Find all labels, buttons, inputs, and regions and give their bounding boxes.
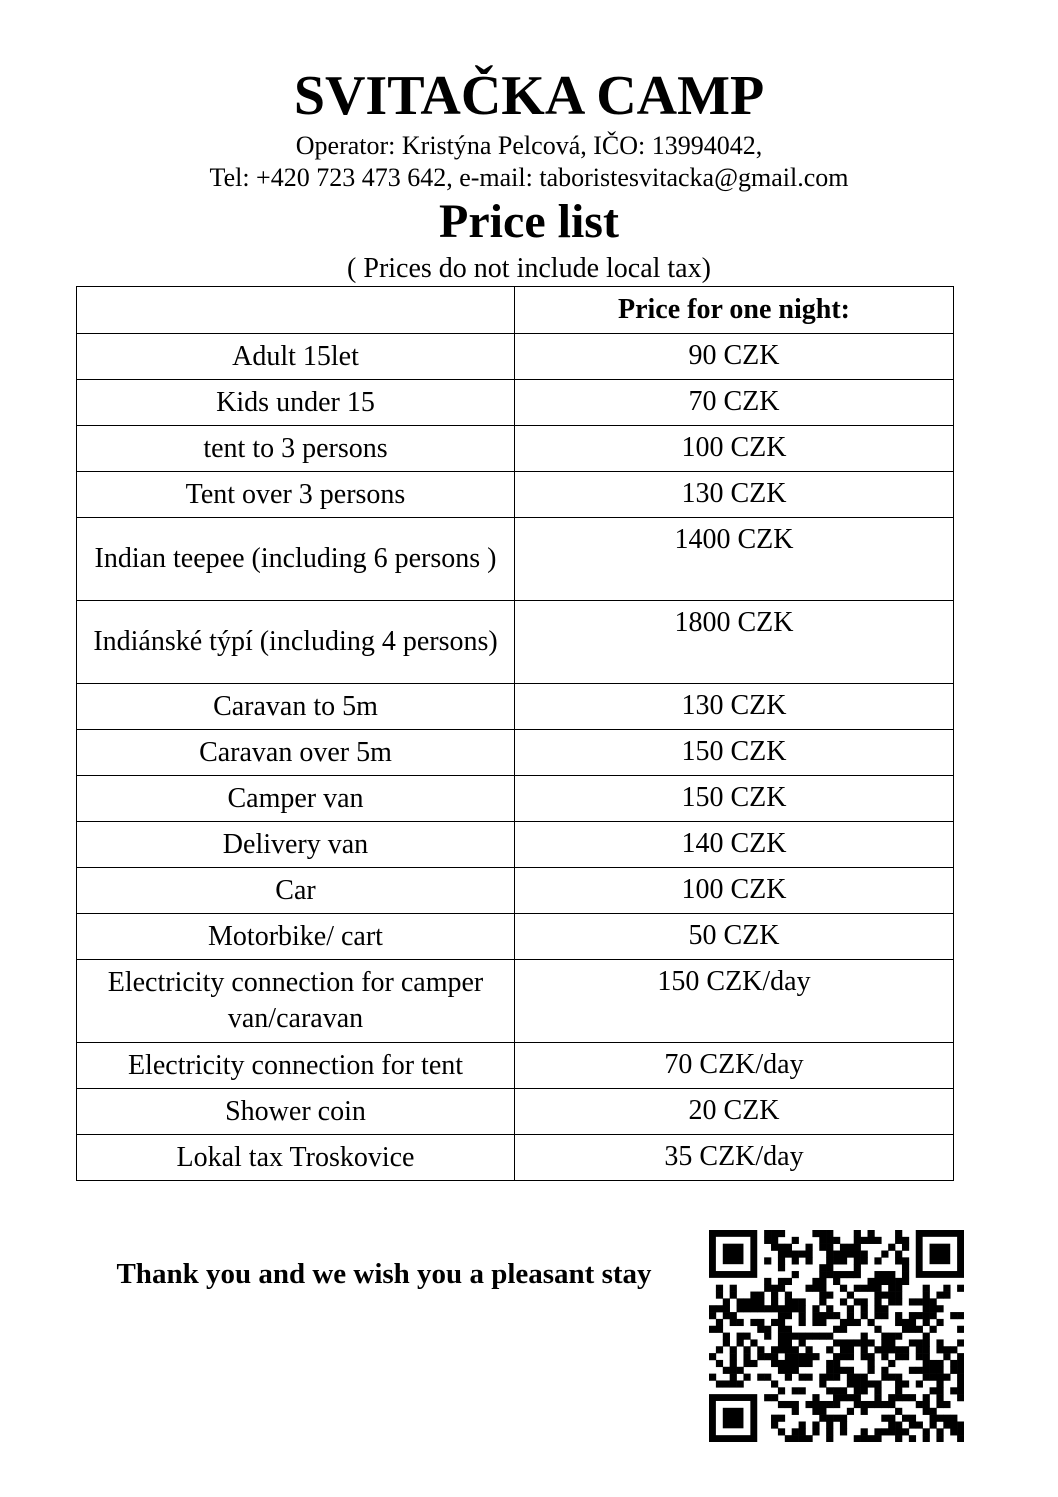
price-table: [76, 286, 954, 1181]
tax-note: ( Prices do not include local tax): [347, 253, 711, 284]
item-name: Lokal tax Troskovice: [77, 1135, 515, 1181]
item-price: 130 CZK: [515, 472, 954, 518]
item-name: Indian teepee (including 6 persons ): [77, 518, 515, 601]
header: [0, 62, 1058, 194]
qr-code-icon: [709, 1230, 964, 1442]
table-row: [77, 1043, 954, 1089]
item-column-header: [77, 287, 515, 334]
price-column-header: Price for one night:: [515, 287, 954, 334]
camp-title: SVITAČKA CAMP: [293, 65, 765, 127]
item-price: 1800 CZK: [515, 601, 954, 684]
table-row: [77, 868, 954, 914]
item-name: Delivery van: [77, 822, 515, 868]
item-price: 150 CZK: [515, 776, 954, 822]
table-row: [77, 776, 954, 822]
table-row: [77, 960, 954, 1043]
thanks-message: Thank you and we wish you a pleasant stay: [116, 1258, 652, 1290]
item-name: Caravan over 5m: [77, 730, 515, 776]
item-price: 70 CZK: [515, 380, 954, 426]
item-price: 100 CZK: [515, 868, 954, 914]
table-row: [77, 426, 954, 472]
item-name: Car: [77, 868, 515, 914]
table-row: [77, 1089, 954, 1135]
item-price: 35 CZK/day: [515, 1135, 954, 1181]
contact-line: Tel: +420 723 473 642, e-mail: taboristesvitacka@gmail.com: [209, 163, 849, 192]
table-row: [77, 1135, 954, 1181]
item-name: Electricity connection for camper van/caravan: [77, 960, 515, 1043]
item-price: 150 CZK/day: [515, 960, 954, 1043]
table-row: [77, 472, 954, 518]
item-name: Caravan to 5m: [77, 684, 515, 730]
table-header-row: [77, 287, 954, 334]
table-row: [77, 730, 954, 776]
item-price: 20 CZK: [515, 1089, 954, 1135]
table-row: [77, 822, 954, 868]
table-row: [77, 601, 954, 684]
item-name: Motorbike/ cart: [77, 914, 515, 960]
item-name: Kids under 15: [77, 380, 515, 426]
item-price: 1400 CZK: [515, 518, 954, 601]
item-name: Camper van: [77, 776, 515, 822]
item-price: 100 CZK: [515, 426, 954, 472]
operator-line: Operator: Kristýna Pelcová, IČO: 13994042,: [295, 131, 763, 160]
item-name: Tent over 3 persons: [77, 472, 515, 518]
item-name: Electricity connection for tent: [77, 1043, 515, 1089]
item-name: Shower coin: [77, 1089, 515, 1135]
table-row: [77, 684, 954, 730]
item-price: 90 CZK: [515, 334, 954, 380]
item-price: 130 CZK: [515, 684, 954, 730]
table-row: [77, 334, 954, 380]
table-row: [77, 518, 954, 601]
item-price: 150 CZK: [515, 730, 954, 776]
item-price: 140 CZK: [515, 822, 954, 868]
item-name: Indiánské týpí (including 4 persons): [77, 601, 515, 684]
item-price: 50 CZK: [515, 914, 954, 960]
table-row: [77, 914, 954, 960]
item-price: 70 CZK/day: [515, 1043, 954, 1089]
table-row: [77, 380, 954, 426]
item-name: Adult 15let: [77, 334, 515, 380]
price-list-title: Price list: [439, 195, 619, 248]
item-name: tent to 3 persons: [77, 426, 515, 472]
